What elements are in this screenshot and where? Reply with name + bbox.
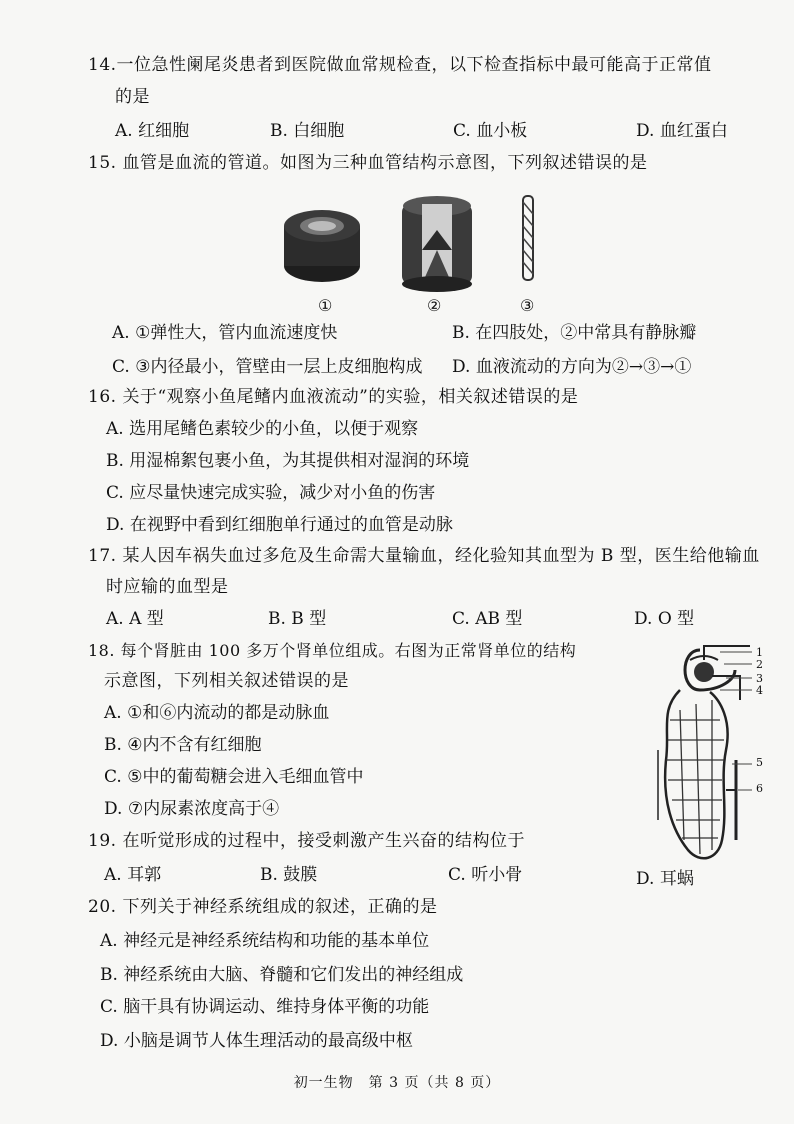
- q19-option-d: D. 耳蜗: [636, 869, 694, 889]
- artery-figure: [280, 196, 364, 292]
- vein-figure: [396, 190, 478, 294]
- nephron-label-3: 3: [756, 672, 763, 685]
- q20-option-c: C. 脑干具有协调运动、维持身体平衡的功能: [100, 997, 430, 1017]
- page-footer: 初一生物 第 3 页（共 8 页）: [293, 1075, 501, 1091]
- q14-option-b: B. 白细胞: [270, 121, 345, 141]
- q19-option-a: A. 耳郭: [104, 865, 162, 885]
- q17-option-a: A. A 型: [106, 609, 164, 629]
- q19-option-c: C. 听小骨: [448, 865, 523, 885]
- q14-option-d: D. 血红蛋白: [636, 121, 728, 141]
- nephron-label-2: 2: [756, 658, 763, 671]
- capillary-figure: [516, 192, 540, 284]
- q14-option-c: C. 血小板: [453, 121, 528, 141]
- q19-option-b: B. 鼓膜: [260, 865, 318, 885]
- q20-option-b: B. 神经系统由大脑、脊髓和它们发出的神经组成: [100, 965, 464, 985]
- q17-option-c: C. AB 型: [452, 609, 523, 629]
- q17-option-b: B. B 型: [268, 609, 327, 629]
- q20-stem: 20. 下列关于神经系统组成的叙述，正确的是: [88, 897, 438, 917]
- nephron-label-1: 1: [756, 646, 763, 659]
- fig-label-3: ③: [520, 296, 535, 315]
- q18-option-a: A. ①和⑥内流动的都是动脉血: [104, 703, 330, 723]
- nephron-label-6: 6: [756, 782, 763, 795]
- fig-label-2: ②: [427, 296, 442, 315]
- q18-option-d: D. ⑦内尿素浓度高于④: [104, 799, 280, 819]
- q15-option-b: B. 在四肢处，②中常具有静脉瓣: [452, 323, 697, 343]
- q15-stem: 15. 血管是血流的管道。如图为三种血管结构示意图，下列叙述错误的是: [88, 153, 648, 173]
- q16-option-c: C. 应尽量快速完成实验，减少对小鱼的伤害: [106, 483, 436, 503]
- q18-stem-line2: 示意图，下列相关叙述错误的是: [104, 671, 349, 691]
- q14-stem-line1: 14.一位急性阑尾炎患者到医院做血常规检查，以下检查指标中最可能高于正常值: [88, 55, 712, 75]
- nephron-figure: [640, 640, 770, 868]
- q15-option-a: A. ①弹性大，管内血流速度快: [112, 323, 338, 343]
- q18-option-c: C. ⑤中的葡萄糖会进入毛细血管中: [104, 767, 364, 787]
- q15-option-c: C. ③内径最小，管壁由一层上皮细胞构成: [112, 357, 423, 377]
- q14-stem-line2: 的是: [115, 87, 150, 107]
- q16-option-a: A. 选用尾鳍色素较少的小鱼，以便于观察: [106, 419, 419, 439]
- q20-option-a: A. 神经元是神经系统结构和功能的基本单位: [100, 931, 430, 951]
- q16-stem: 16. 关于“观察小鱼尾鳍内血液流动”的实验，相关叙述错误的是: [88, 387, 579, 407]
- q16-option-b: B. 用湿棉絮包裹小鱼，为其提供相对湿润的环境: [106, 451, 470, 471]
- q17-stem-line2: 时应输的血型是: [106, 577, 229, 597]
- q20-option-d: D. 小脑是调节人体生理活动的最高级中枢: [100, 1031, 413, 1051]
- nephron-label-5: 5: [756, 756, 763, 769]
- nephron-label-4: 4: [756, 684, 763, 697]
- q14-option-a: A. 红细胞: [115, 121, 190, 141]
- q18-stem-line1: 18. 每个肾脏由 100 多万个肾单位组成。右图为正常肾单位的结构: [88, 641, 577, 660]
- q17-stem-line1: 17. 某人因车祸失血过多危及生命需大量输血，经化验知其血型为 B 型，医生给他输血: [88, 546, 760, 566]
- q19-stem: 19. 在听觉形成的过程中，接受刺激产生兴奋的结构位于: [88, 831, 525, 851]
- q16-option-d: D. 在视野中看到红细胞单行通过的血管是动脉: [106, 515, 453, 535]
- q17-option-d: D. O 型: [634, 609, 695, 629]
- q15-option-d: D. 血液流动的方向为②→③→①: [452, 357, 692, 377]
- q18-option-b: B. ④内不含有红细胞: [104, 735, 262, 755]
- fig-label-1: ①: [318, 296, 333, 315]
